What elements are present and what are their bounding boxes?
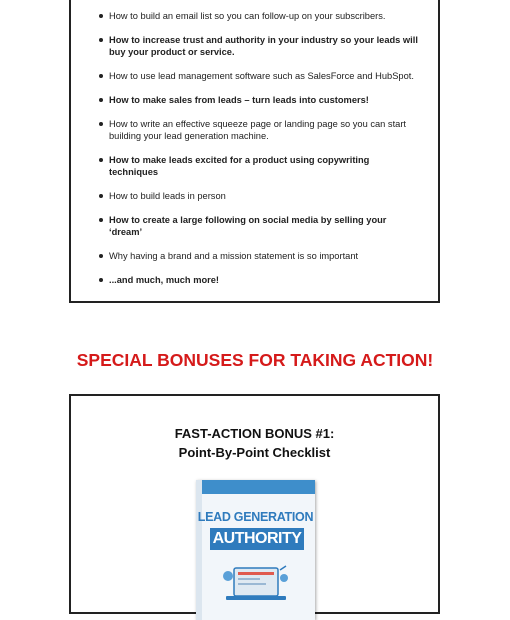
bonus-title-line1: FAST-ACTION BONUS #1: <box>174 426 335 441</box>
list-item: How to use lead management software such as SalesForce and HubSpot. <box>99 70 419 82</box>
list-item: How to write an effective squeeze page or landing page so you can start building your lead generation machine. <box>99 118 419 142</box>
list-item: How to increase trust and authority in your industry so your leads will buy your product or service. <box>99 34 419 58</box>
bonus-title <box>71 424 438 462</box>
laptop-illustration-icon <box>220 562 292 610</box>
bonus-box <box>69 394 440 614</box>
book-top-band <box>196 480 315 494</box>
book-title-line1: LEAD GENERATION <box>197 510 314 524</box>
book-cover-image <box>196 480 315 620</box>
list-item: How to create a large following on social media by selling your ‘dream’ <box>99 214 419 238</box>
list-item: How to build an email list so you can follow-up on your subscribers. <box>99 10 419 22</box>
features-box <box>69 0 440 303</box>
bonus-title-line2: Point-By-Point Checklist <box>178 445 331 460</box>
special-bonuses-heading: SPECIAL BONUSES FOR TAKING ACTION! <box>76 350 434 370</box>
feature-list <box>99 10 419 298</box>
list-item: ...and much, much more! <box>99 274 419 286</box>
list-item: How to build leads in person <box>99 190 419 202</box>
book-spine <box>196 480 202 620</box>
list-item: Why having a brand and a mission statement is so important <box>99 250 419 262</box>
book-title-line2: AUTHORITY <box>210 528 304 550</box>
list-item: How to make leads excited for a product using copywriting techniques <box>99 154 419 178</box>
list-item: How to make sales from leads – turn leads into customers! <box>99 94 419 106</box>
